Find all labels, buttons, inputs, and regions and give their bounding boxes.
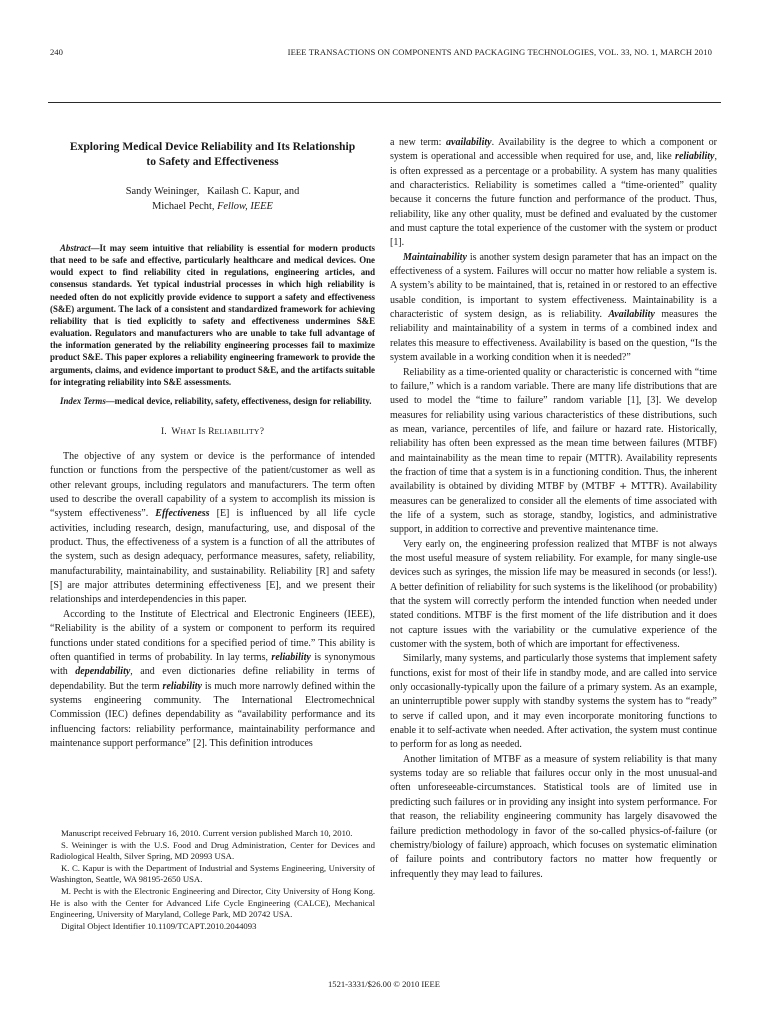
section-title-hat: HAT bbox=[180, 427, 199, 437]
paragraph-text: According to the Institute of Electrical and Electronic Engineers (IEEE), “Reliability is the ability of a system or component to perform its required functions under stated conditions for a specified period of time.” This ability is often quantified in terms of probability. In lay terms, bbox=[50, 608, 375, 663]
body-paragraph bbox=[390, 136, 717, 251]
section-title-w: W bbox=[171, 426, 181, 438]
page-number: 240 bbox=[50, 47, 63, 57]
keyword-reliability: reliability bbox=[271, 651, 311, 663]
paragraph-text: , is often expressed as a percentage or a probability. A system has many qualities and characteristics. Reliability is sometimes called a “time-oriented” quality because it concerns the future function and performance of the product. Thus, reliability, like any other quality, must be defined and evaluated by the customer and must capture the total experience of the customer with the system or product [1]. bbox=[390, 151, 717, 249]
body-paragraph: Similarly, many systems, and particularly those systems that implement safety functions, exist for most of their life in standby mode, and are called into service only occasionally-typically upon the failure of a primary system. As an example, an uninterruptible power supply with standby systems the system has to “ready” to serve if called upon, and it may even incorporate monitoring functions to enable it to self-activate when needed. After activation, the system must continue to perform for as long as needed. bbox=[390, 653, 717, 751]
paragraph-text: a new term: bbox=[390, 137, 442, 148]
running-head bbox=[50, 47, 712, 61]
paragraph-text: , and even dictionaries define reliability in terms of dependability. But the term bbox=[50, 666, 376, 692]
footnote-doi: Digital Object Identifier 10.1109/TCAPT.2010.2044093 bbox=[61, 920, 257, 931]
keyword-availability: availability bbox=[446, 137, 492, 148]
author-line-2-suffix: Fellow, IEEE bbox=[217, 201, 273, 212]
right-column bbox=[390, 136, 717, 882]
section-title-s: S bbox=[201, 427, 209, 437]
body-paragraph: Very early on, the engineering profession realized that MTBF is not always the most useful measure of system reliability. For example, for many single-use devices such as syringes, the mission life may be measured in seconds (or less!). A better definition of reliability for such systems is the likelihood (or probability) that the system will correctly perform the intended function when needed under stated conditions. MTBF is the first moment of the life distribution and it does not capture issues with the variability or the cumulative experience of the customer with the system, both of which are important for effectiveness. bbox=[390, 538, 717, 651]
index-terms-label: Index Terms bbox=[60, 395, 106, 406]
abstract-label: Abstract bbox=[60, 243, 91, 253]
journal-title: IEEE TRANSACTIONS ON COMPONENTS AND PACKAGING TECHNOLOGIES, VOL. 33, NO. 1, MARCH 2010 bbox=[287, 47, 712, 57]
abstract-text: —It may seem intuitive that reliability is essential for modern products that need to be safe and effective, particularly healthcare and medical devices. One would expect to find reliability cited in regulations, engineering articles, and consensus standards. Yet typical industrial processes in which high reliability is needed often do not explicitly provide evidence to support a safety and effectiveness (S&E) argument. The lack of a consistent and standardized framework for achieving reliability that is tied explicitly to safety and effectiveness undermines S&E evaluation. Regulators and manufacturers who are unable to take full advantage of the information generated by the reliability engineering processes fail to maximize product S&E. This paper explores a reliability engineering framework to provide the arguments, claims, and evidence important to product S&E, and the artifacts suitable for integrating reliability into S&E assessments. bbox=[50, 243, 375, 387]
header-rule bbox=[48, 102, 721, 103]
paper-title-line-1: Exploring Medical Device Reliability and Its Relationship bbox=[69, 140, 356, 153]
paper-title bbox=[58, 139, 367, 169]
section-title-i: I bbox=[198, 426, 202, 438]
body-paragraph bbox=[390, 251, 717, 366]
section-title-r: R bbox=[208, 426, 215, 438]
paragraph-text: is another system design parameter that has an impact on the effectiveness of a system. Failures will occur no matter how reliable a system is. A system’s ability to be maintained, that is, retained in or restored to an effective usable condition, is important to system effectiveness. Maintainability is a characteristic of system design, as is reliability. bbox=[390, 251, 717, 321]
keyword-reliability: reliability bbox=[675, 151, 715, 163]
paper-title-line-2: to Safety and Effectiveness bbox=[146, 155, 279, 168]
body-paragraph: Another limitation of MTBF as a measure of system reliability is that many systems today are so reliable that failures occur only in the most unusual-and often unforeseeable-circumstances. Statistical tools are of limited use in predicting such failures or in providing any insight into system performance. For that reason, the reliability engineering community has largely disavowed the failure prediction methodology in favor of the so-called physics-of-failure (or chemistry/biology of failure) approach, which focuses on systematic elimination of failure points and contributory factors no matter how frequently or infrequently they may lead to failures. bbox=[390, 753, 717, 880]
section-title-q: ? bbox=[259, 426, 264, 438]
footnote-manuscript: Manuscript received February 16, 2010. Current version published March 10, 2010. bbox=[61, 828, 353, 838]
keyword-effectiveness: Effectiveness bbox=[155, 508, 210, 520]
paragraph-text: is much more narrowly defined within the systems engineering community. The International Electromechnical Commission (IEC) defines dependability as “availability performance and its influencing factors: reliability performance, maintainability performance and maintenance support performance” [2]. This definition introduces bbox=[50, 680, 376, 749]
paragraph-text: [E] is influenced by all life cycle activities, including research, design, manufacturing, use, and disposal of the product. Thus, the effectiveness of a system is a function of all the attributes of the system, such as design adequacy, performance measures, safety, reliability, manufacturability, maintainability, and sustainability. Reliability [R] and safety [S] are major attributes determining effectiveness [E], and we present their relationships and interdependencies in this paper. bbox=[50, 508, 376, 606]
copyright-footer: 1521-3331/$26.00 © 2010 IEEE bbox=[327, 979, 441, 989]
paragraph-text: Reliability as a time-oriented quality or characteristic is concerned with “time to failure,” which is a random variable. There are many life distributions that are used to model the “time to failure” random variable [1], [3]. We develop measures for reliability using various characteristics of these distributions, such as mean, variance, percentiles of life, and failure or hazard rate. Historically, reliability has often been expressed as the mean time between failures (MTBF) and maintainability as the mean time to repair (MTTR). Availability represents the fraction of time that a system is in a functioning condition. Thus, the inherent availability is obtained by dividing MTBF by bbox=[390, 366, 717, 493]
section-heading bbox=[50, 425, 375, 439]
index-terms-text: —medical device, reliability, safety, effectiveness, design for reliability. bbox=[105, 395, 372, 406]
keyword-maintainability: Maintainability bbox=[403, 251, 467, 263]
footnote-author-pecht: M. Pecht is with the Electronic Engineering and Director, City University of Hong Kong. He is also with the Center for Advanced Life Cycle Engineering (CALCE), Mechanical Engineering, University of Maryland, College Park, MD 20742 USA. bbox=[50, 885, 375, 920]
math-expression: MTTR) bbox=[630, 481, 665, 493]
keyword-dependability: dependability bbox=[75, 666, 131, 678]
math-expression: (MTBF + bbox=[581, 481, 628, 493]
footnote-author-weininger: S. Weininger is with the U.S. Food and Drug Administration, Center for Devices and Radiological Health, Silver Spring, MD 20993 USA. bbox=[50, 839, 375, 862]
abstract bbox=[50, 242, 375, 388]
body-paragraph bbox=[50, 450, 375, 608]
footnote-author-kapur: K. C. Kapur is with the Department of Industrial and Systems Engineering, University of Washington, Seattle, WA 98195-2650 USA. bbox=[50, 862, 375, 885]
section-number: I. bbox=[161, 426, 167, 438]
paragraph-text: . Availability measures can be generalized to consider all the elements of time associated with the life of a system, such as storage, standby, logistics, and administrative support, in addition to corrective and preventive maintenance time. bbox=[390, 481, 718, 536]
author-line-1: Sandy Weininger, Kailash C. Kapur, and bbox=[125, 186, 300, 197]
keyword-availability: Availability bbox=[608, 309, 655, 321]
body-paragraph bbox=[390, 366, 717, 538]
author-list bbox=[50, 184, 375, 214]
keyword-reliability: reliability bbox=[162, 680, 202, 692]
paragraph-text: The objective of any system or device is the performance of intended function or functions from the perspective of the patient/customer as well as other relevant groups, including regulators and manufacturers. The term often used to describe the overall capability of a system to accomplish its mission is “system effectiveness”. bbox=[50, 451, 375, 520]
left-column bbox=[50, 139, 375, 751]
author-line-2-name: Michael Pecht, bbox=[152, 201, 215, 212]
index-terms bbox=[50, 395, 375, 407]
paragraph-text: . Availability is the degree to which a component or system is operational and accessible when required for use, and, like bbox=[390, 137, 717, 163]
footnotes bbox=[50, 828, 375, 932]
section-title-eliability: ELIABILITY bbox=[214, 427, 260, 437]
body-paragraph bbox=[50, 608, 375, 751]
paragraph-text: is synonymous with bbox=[50, 651, 376, 678]
paragraph-text: measures the reliability and maintainability of a system in terms of a combined index and relates this measure to effectiveness. Availability is based on the question, “Is the system available in a working condition when it is needed?” bbox=[390, 309, 717, 364]
